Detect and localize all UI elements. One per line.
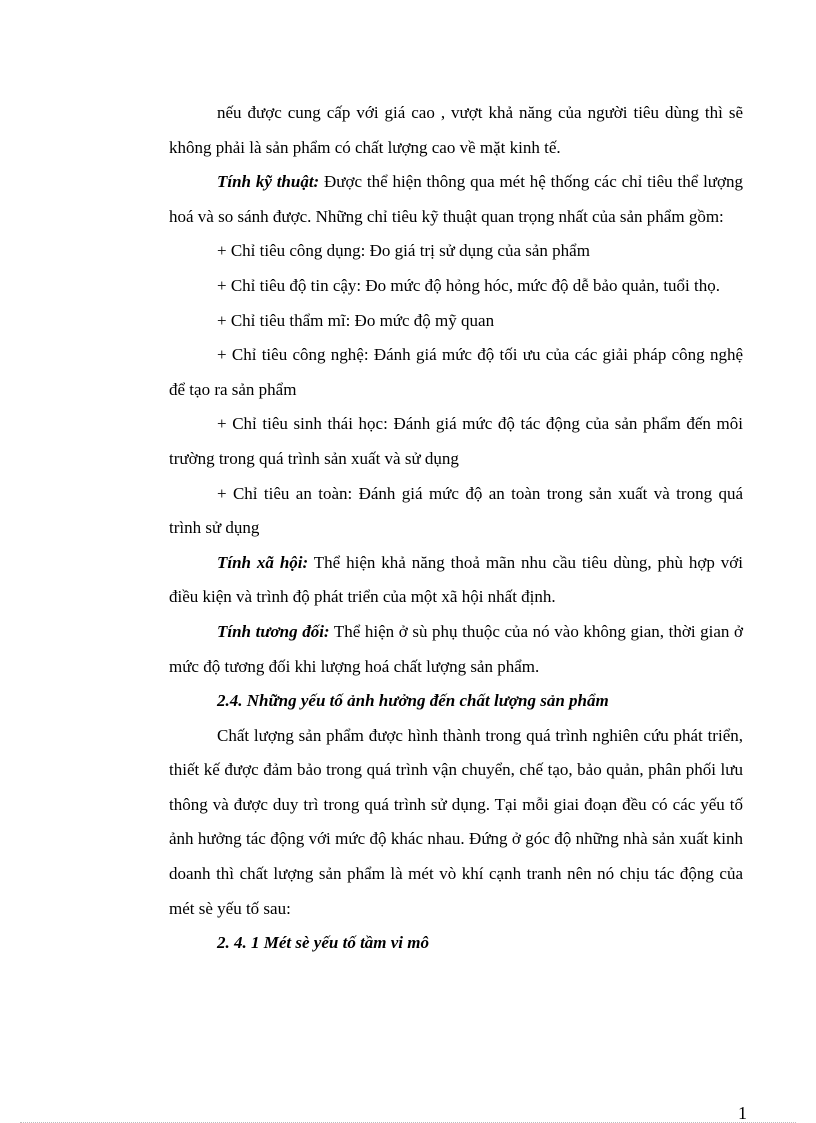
criterion-ecology: + Chỉ tiêu sinh thái học: Đánh giá mức độ tác động của sản phẩm đến môi trường trong quá trình sản xuất và sử dụng [169, 414, 743, 468]
criterion-safety: + Chỉ tiêu an toàn: Đánh giá mức độ an toàn trong sản xuất và trong quá trình sử dụng [169, 483, 743, 538]
paragraph-technical-text: Được thể hiện thông qua mét hệ thống các chỉ tiêu thể lượng hoá và so sánh được. Những chỉ tiêu kỹ thuật quan trọng nhất của sản phẩm gồm: [169, 172, 743, 226]
paragraph-relative [169, 615, 743, 684]
page-number: 1 [738, 1103, 747, 1123]
criterion-usage: + Chỉ tiêu công dụng: Đo giá trị sử dụng của sản phẩm [217, 241, 590, 261]
document-page [169, 96, 743, 961]
subsection-heading-2-4-1: 2. 4. 1 Mét sè yếu tố tầm vi mô [217, 933, 430, 953]
run-in-relative: Tính tương đối: [217, 621, 330, 641]
paragraph-factors: Chất lượng sản phẩm được hình thành trong quá trình nghiên cứu phát triển, thiết kế được đảm bảo trong quá trình vận chuyển, chế tạo, bảo quản, phân phối lưu thông và được duy trì trong quá trình sử dụng. Tại mỗi giai đoạn đều có các yếu tố ảnh hưởng tác động với mức độ khác nhau. Đứng ở góc độ những nhà sản xuất kinh doanh thì chất lượng sản phẩm là mét vò khí cạnh tranh nên nó chịu tác động của mét sè yếu tố sau: [169, 725, 743, 918]
paragraph-economic-continuation: nếu được cung cấp với giá cao , vượt khả năng của người tiêu dùng thì sẽ không phải là sản phẩm có chất lượng cao về mặt kinh tế. [169, 103, 743, 157]
paragraph-social-text: Thể hiện khả năng thoả mãn nhu cầu tiêu dùng, phù hợp với điều kiện và trình độ phát triển của một xã hội nhất định. [169, 552, 743, 607]
criterion-technology: + Chỉ tiêu công nghệ: Đánh giá mức độ tối ưu của các giải pháp công nghệ để tạo ra sản phẩm [169, 345, 743, 399]
criterion-reliability: + Chỉ tiêu độ tin cậy: Đo mức độ hỏng hóc, mức độ dễ bảo quản, tuổi thọ. [217, 275, 720, 295]
run-in-technical: Tính kỹ thuật: [217, 172, 320, 192]
section-heading-2-4: 2.4. Những yếu tố ảnh hưởng đến chất lượng sản phẩm [217, 691, 609, 711]
paragraph-technical [169, 165, 743, 234]
paragraph-social [169, 546, 743, 615]
run-in-social: Tính xã hội: [217, 552, 309, 572]
paragraph-relative-text: Thể hiện ở sù phụ thuộc của nó vào không gian, thời gian ở mức độ tương đối khi lượng hoá chất lượng sản phẩm. [169, 621, 743, 676]
criterion-aesthetics: + Chỉ tiêu thẩm mĩ: Đo mức độ mỹ quan [217, 310, 495, 330]
